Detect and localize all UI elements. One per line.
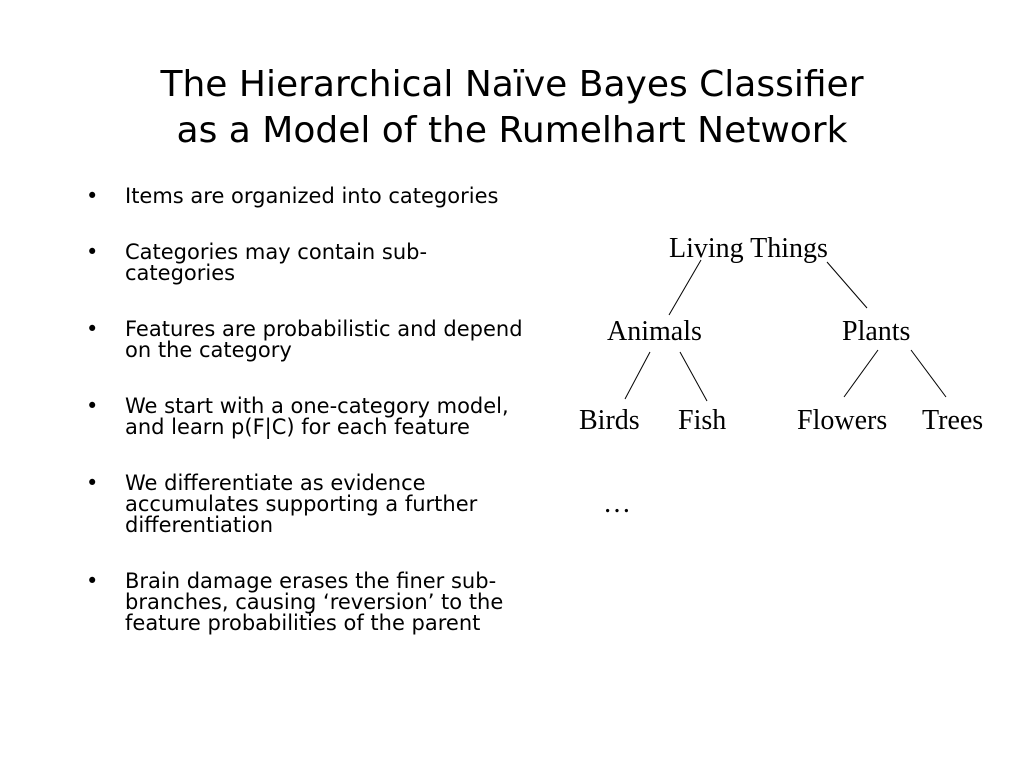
node-living-things: Living Things [669,233,828,264]
node-fish: Fish [678,405,727,436]
edge-plants-trees [911,350,946,397]
bullet-item [86,242,526,284]
node-trees: Trees [922,405,984,436]
edge-animals-fish [680,352,707,401]
bullet-text: We start with a one-category model, and learn p(F|C) for each feature [125,394,509,439]
bullet-dot-icon: • [86,184,99,208]
bullet-item [86,186,526,207]
bullet-item [86,396,526,438]
node-animals: Animals [607,316,702,347]
title-line-2: as a Model of the Rumelhart Network [176,110,848,151]
node-ellipsis: … [603,488,631,519]
bullet-dot-icon: • [86,240,99,264]
bullet-text: Items are organized into categories [125,184,499,208]
edge-root-plants [827,262,867,308]
bullet-dot-icon: • [86,569,99,593]
bullet-text: Brain damage erases the finer sub-branches, causing ‘reversion’ to the feature probabilities of the parent [125,569,504,635]
bullet-item [86,319,526,361]
bullet-text: We differentiate as evidence accumulates supporting a further differentiation [125,471,478,537]
bullet-item [86,473,526,536]
bullet-item [86,571,526,634]
slide-title [0,62,1024,154]
node-flowers: Flowers [797,405,888,436]
edge-root-animals [669,260,701,315]
edge-plants-flowers [844,350,878,397]
bullet-dot-icon: • [86,394,99,418]
category-tree [560,220,1020,540]
bullet-text: Features are probabilistic and depend on the category [125,317,523,362]
bullet-list [86,186,526,634]
node-plants: Plants [842,316,911,347]
bullet-dot-icon: • [86,471,99,495]
edge-animals-birds [625,352,650,399]
bullet-text: Categories may contain sub-categories [125,240,428,285]
title-line-1: The Hierarchical Naïve Bayes Classifier [160,64,864,105]
node-birds: Birds [579,405,640,436]
bullet-dot-icon: • [86,317,99,341]
